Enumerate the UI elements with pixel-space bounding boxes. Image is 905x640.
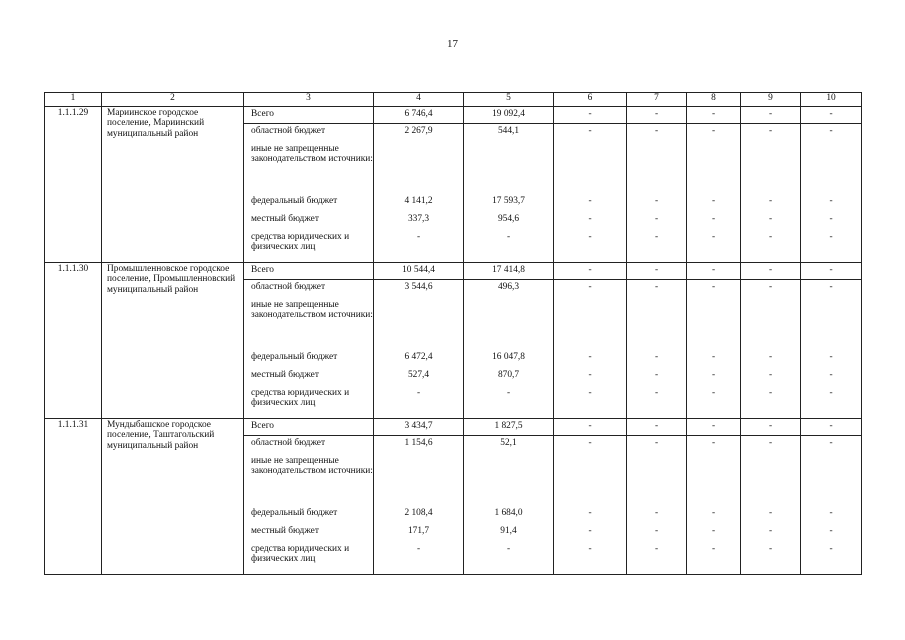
value-cell: - [829,126,833,136]
value-cell: - [588,126,592,136]
value-cell: 52,1 [500,438,517,448]
value-cell: 1 154,6 [404,438,433,448]
value-cell: - [768,232,773,242]
source-label-legal-entities: средства юридических и физических лиц [251,232,350,253]
value-cell: - [829,232,833,242]
page-number: 17 [447,38,458,50]
value-cell: - [768,196,773,206]
value-cell: 6 746,4 [374,107,463,124]
value-cell: - [588,388,592,398]
value-cell: - [741,107,800,124]
value-cell: 19 092,4 [464,107,553,124]
value-cell: - [741,419,800,436]
value-cell [627,298,686,350]
value-cell: 2 108,4 [404,508,433,518]
value-cell: - [654,282,659,292]
value-column-9 [741,419,801,575]
value-cell: - [654,544,659,554]
value-cell [464,454,553,506]
value-cell: - [801,263,861,280]
value-column-8 [687,263,741,419]
value-cell: - [768,438,773,448]
value-cell: - [588,352,592,362]
value-cell: - [654,214,659,224]
value-cell: 870,7 [497,370,520,380]
value-cell: - [768,126,773,136]
value-cell: 337,3 [407,214,430,224]
value-cell: - [768,352,773,362]
header-row [45,93,862,107]
value-cell: - [768,282,773,292]
value-cell: 3 544,6 [404,282,433,292]
value-cell: - [829,544,833,554]
value-cell [687,142,740,194]
source-label-total: Всего [244,107,373,124]
value-cell [801,142,861,194]
table-row [45,263,862,419]
value-cell: - [829,214,833,224]
value-cell [801,454,861,506]
value-cell: - [654,438,659,448]
value-cell: - [829,526,833,536]
value-cell: - [711,282,716,292]
value-cell: - [711,388,716,398]
source-label-federal: федеральный бюджет [251,508,338,518]
value-column-10 [801,419,862,575]
value-column-6 [554,107,627,263]
header-cell: 1 [45,93,102,107]
source-label-other-sources: иные не запрещенные законодательством источники: [251,456,373,477]
value-cell [627,454,686,506]
value-cell: - [588,544,592,554]
source-labels [244,419,374,575]
source-labels [244,263,374,419]
value-cell [801,298,861,350]
value-cell: 1 684,0 [494,508,523,518]
source-label-local: местный бюджет [251,526,319,536]
value-cell: - [654,126,659,136]
value-cell [554,298,626,350]
header-cell: 3 [244,93,374,107]
header-cell: 2 [102,93,244,107]
header-cell: 7 [627,93,687,107]
source-label-other-sources: иные не запрещенные законодательством источники: [251,144,373,165]
value-cell: - [554,263,626,280]
value-cell: - [711,232,716,242]
value-column-7 [627,419,687,575]
value-cell: - [627,419,686,436]
source-labels [244,107,374,263]
value-column-8 [687,107,741,263]
source-label-regional: областной бюджет [251,438,326,448]
table-row [45,107,862,263]
value-cell: - [627,107,686,124]
value-cell [554,142,626,194]
value-cell: - [711,508,716,518]
value-cell: - [741,263,800,280]
value-cell: 4 141,2 [404,196,433,206]
value-column-10 [801,107,862,263]
value-column-7 [627,263,687,419]
value-cell [687,454,740,506]
value-cell: - [654,232,659,242]
value-cell [554,454,626,506]
value-cell: - [711,214,716,224]
source-label-other-sources: иные не запрещенные законодательством источники: [251,300,373,321]
entry-code: 1.1.1.31 [45,419,102,575]
source-label-local: местный бюджет [251,370,319,380]
value-cell: - [506,544,511,554]
value-column-5 [464,263,554,419]
value-cell: - [654,508,659,518]
value-cell: 3 434,7 [374,419,463,436]
value-cell: - [654,388,659,398]
value-cell: - [711,126,716,136]
value-cell: - [711,352,716,362]
value-cell: 527,4 [407,370,430,380]
value-cell: - [768,370,773,380]
value-cell: - [768,508,773,518]
value-cell: - [416,388,421,398]
value-column-6 [554,419,627,575]
entry-name: Мундыбашское городское поселение, Таштагольский муниципальный район [102,419,244,575]
header-cell: 4 [374,93,464,107]
value-cell: - [687,107,740,124]
value-cell: - [768,526,773,536]
value-cell: - [627,263,686,280]
value-cell: - [768,544,773,554]
budget-table [44,92,862,575]
source-label-total: Всего [244,419,373,436]
source-label-regional: областной бюджет [251,126,326,136]
value-cell [374,454,463,506]
value-column-5 [464,419,554,575]
value-cell: - [506,232,511,242]
value-column-6 [554,263,627,419]
value-cell: 6 472,4 [404,352,433,362]
value-cell: 1 827,5 [464,419,553,436]
value-cell [627,142,686,194]
header-cell: 5 [464,93,554,107]
value-cell: - [711,544,716,554]
value-cell [687,298,740,350]
entry-name: Промышленновское городское поселение, Промышленновский муниципальный район [102,263,244,419]
value-cell: - [554,419,626,436]
table-row [45,419,862,575]
entry-code: 1.1.1.30 [45,263,102,419]
source-label-legal-entities: средства юридических и физических лиц [251,388,350,409]
value-cell: - [588,508,592,518]
value-cell: - [711,438,716,448]
value-cell: - [768,214,773,224]
value-cell: - [506,388,511,398]
value-cell: - [711,526,716,536]
value-cell: - [711,370,716,380]
value-cell: 954,6 [497,214,520,224]
value-cell: - [588,438,592,448]
source-label-total: Всего [244,263,373,280]
value-cell [741,454,800,506]
value-cell: - [768,388,773,398]
value-cell: 16 047,8 [492,352,525,362]
value-column-10 [801,263,862,419]
value-cell: - [829,196,833,206]
value-cell: 171,7 [407,526,430,536]
value-cell [374,142,463,194]
value-column-8 [687,419,741,575]
value-cell: - [829,388,833,398]
value-column-4 [374,419,464,575]
value-cell [741,142,800,194]
value-cell: - [554,107,626,124]
value-cell: - [654,196,659,206]
value-cell: - [687,263,740,280]
value-cell: - [416,232,421,242]
value-column-7 [627,107,687,263]
value-column-9 [741,263,801,419]
value-cell: - [829,508,833,518]
value-cell: 496,3 [497,282,520,292]
header-cell: 9 [741,93,801,107]
header-cell: 6 [554,93,627,107]
source-label-federal: федеральный бюджет [251,196,338,206]
source-label-legal-entities: средства юридических и физических лиц [251,544,350,565]
value-cell: 10 544,4 [374,263,463,280]
value-cell: - [588,214,592,224]
entry-name: Мариинское городское поселение, Мариинский муниципальный район [102,107,244,263]
value-cell: 544,1 [497,126,520,136]
value-column-9 [741,107,801,263]
source-label-regional: областной бюджет [251,282,326,292]
value-cell [464,142,553,194]
value-cell: - [654,370,659,380]
value-cell: - [829,282,833,292]
source-label-local: местный бюджет [251,214,319,224]
value-cell: - [654,352,659,362]
value-cell: - [687,419,740,436]
value-column-4 [374,107,464,263]
value-cell: - [829,370,833,380]
value-cell: 91,4 [500,526,517,536]
value-cell: - [829,352,833,362]
value-cell: - [829,438,833,448]
value-cell [464,298,553,350]
source-label-federal: федеральный бюджет [251,352,338,362]
value-cell: 17 414,8 [464,263,553,280]
value-cell [741,298,800,350]
value-cell: - [801,419,861,436]
value-column-4 [374,263,464,419]
value-cell: - [588,196,592,206]
value-cell: - [588,282,592,292]
value-cell: - [588,232,592,242]
value-cell: - [711,196,716,206]
value-cell: - [801,107,861,124]
value-cell: - [416,544,421,554]
value-cell: 2 267,9 [404,126,433,136]
value-column-5 [464,107,554,263]
value-cell: 17 593,7 [492,196,525,206]
value-cell: - [588,370,592,380]
entry-code: 1.1.1.29 [45,107,102,263]
header-cell: 8 [687,93,741,107]
value-cell: - [588,526,592,536]
value-cell: - [654,526,659,536]
header-cell: 10 [801,93,862,107]
value-cell [374,298,463,350]
